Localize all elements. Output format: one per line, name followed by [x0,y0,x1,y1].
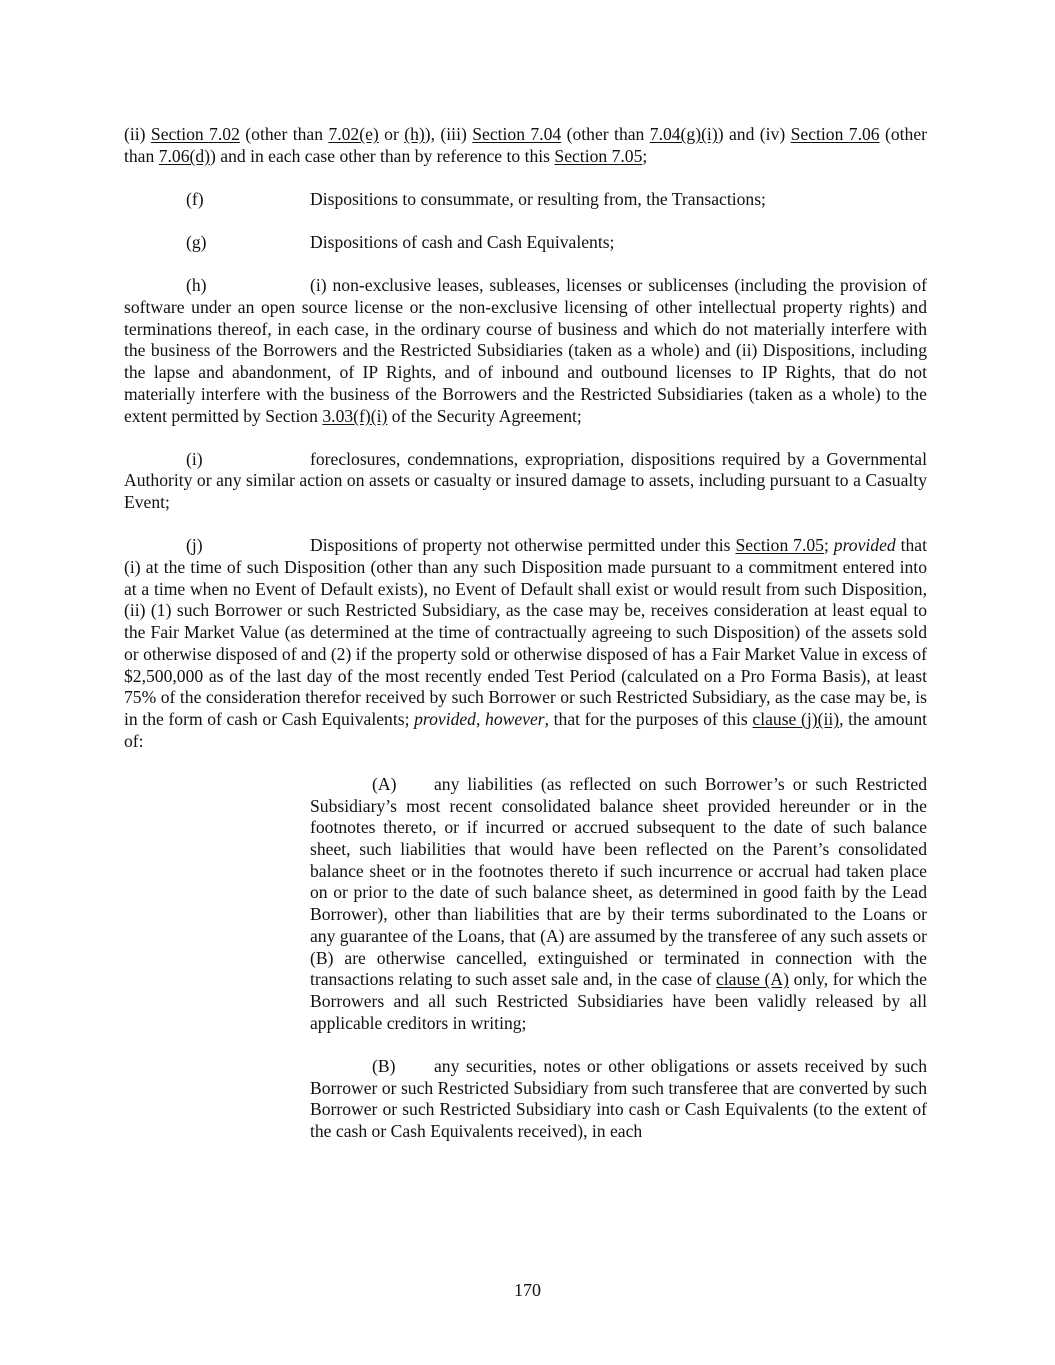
subclause-label: (B) [372,1055,396,1076]
clause-text: (i) non-exclusive leases, subleases, licenses or sublicenses (including the provision of software under an open source license or the non-exclusive licensing of other intellectual property rights) and terminations thereof, in each case, in the ordinary course of business and which do not materially interfere with the business of the Borrowers and the Restricted Subsidiaries (taken as a whole) and (ii) Dispositions, including the lapse and abandonment, of IP Rights, and of inbound and outbound licenses to IP Rights, that do not materially interfere with the business of the Borrowers and the Restricted Subsidiaries (taken as a whole) to the extent permitted by Section [124,275,927,426]
clause-text: ; [823,535,834,556]
section-h-link[interactable]: (h) [404,124,425,144]
clause-j-ii-link[interactable]: clause (j)(ii) [752,708,840,729]
subclause-text: any securities, notes or other obligations or assets received by such Borrower or such Restricted Subsidiary from such transferee that are converted by such Borrower or such Restricted Subsidiary into cash or Cash Equivalents (to the extent of the cash or Cash Equivalents received), in each [310,1055,927,1141]
section-7-06-link[interactable]: Section 7.06 [790,124,880,144]
text: ; [642,145,648,166]
clause-A-link[interactable]: clause (A) [715,969,789,990]
text: ) and (iv) [717,124,791,144]
section-7-04gi-link[interactable]: 7.04(g)(i) [649,124,718,144]
emphasis-provided: provided [833,535,896,556]
subclause-A [310,774,927,1034]
text: ) and in each case other than by reference to this [210,145,555,166]
text: (other than [239,124,329,144]
text: ), (iii) [424,124,473,144]
text: (ii) [124,124,151,144]
emphasis-however: however [485,708,545,729]
clause-h [124,275,927,427]
clause-j [124,535,927,752]
text: (other than [124,124,927,166]
section-7-02e-link[interactable]: 7.02(e) [328,124,379,144]
clause-text: Dispositions of cash and Cash Equivalents; [310,232,615,253]
emphasis-provided: provided [414,708,476,729]
clause-g [124,232,927,254]
clause-label: (f) [186,188,204,209]
clause-label: (h) [186,275,207,296]
text: (other than [561,124,650,144]
clause-text: , [475,708,486,729]
clause-i [124,449,927,514]
section-7-05-link[interactable]: Section 7.05 [735,535,824,556]
clause-text: , the amount of: [124,708,928,751]
section-7-05-link[interactable]: Section 7.05 [554,145,643,166]
clause-text: Dispositions to consummate, or resulting from, the Transactions; [310,188,766,209]
section-7-02-link[interactable]: Section 7.02 [150,124,240,144]
clause-text: Dispositions of property not otherwise permitted under this [310,535,736,556]
clause-text: , that for the purposes of this [544,708,753,729]
clause-label: (j) [186,535,203,556]
section-3-03fi-link[interactable]: 3.03(f)(i) [322,405,388,426]
text: or [378,124,405,144]
intro-paragraph [124,124,927,167]
page-number: 170 [514,1280,541,1300]
subclause-text: any liabilities (as reflected on such Borrower’s or such Restricted Subsidiary’s most recent consolidated balance sheet provided hereunder or in the footnotes thereto, or if incurred or accrued subsequent to the date of such balance sheet, such liabilities that would have been reflected on the Parent’s consolidated balance sheet or in the footnotes thereto if such incurrence or accrual had taken place on or prior to the date of such balance sheet, as determined in good faith by the Lead Borrower), other than liabilities that are by their terms subordinated to the Loans or any guarantee of the Loans, that (A) are assumed by the transferee of any such assets or (B) are otherwise cancelled, extinguished or terminated in connection with the transactions relating to such asset sale and, in the case of [310,773,928,990]
document-page [124,124,927,1164]
clause-f [124,189,927,211]
section-7-06d-link[interactable]: 7.06(d) [158,145,211,166]
subclause-B [310,1056,927,1143]
subclause-text: only, for which the Borrowers and all such Restricted Subsidiaries have been validly released by all applicable creditors in writing; [310,969,927,1033]
section-7-04-link[interactable]: Section 7.04 [472,124,562,144]
clause-text: that (i) at the time of such Disposition (other than any such Disposition made pursuant to a commitment entered into at a time when no Event of Default exists), no Event of Default shall exist or would result from such Disposition, (ii) (1) such Borrower or such Restricted Subsidiary, as the case may be, receives consideration at least equal to the Fair Market Value (as determined at the time of contractually agreeing to such Disposition) of the assets sold or otherwise disposed of and (2) if the property sold or otherwise disposed of has a Fair Market Value in excess of $2,500,000 as of the last day of the most recently ended Test Period (calculated on a Pro Forma Basis), at least 75% of the consideration therefor received by such Borrower or such Restricted Subsidiary, as the case may be, is in the form of cash or Cash Equivalents; [124,535,927,729]
clause-label: (i) [186,448,203,469]
clause-text: of the Security Agreement; [387,405,582,426]
clause-label: (g) [186,232,207,253]
subclause-label: (A) [372,773,397,794]
clause-text: foreclosures, condemnations, expropriation, dispositions required by a Governmental Authority or any similar action on assets or casualty or insured damage to assets, including pursuant to a Casualty Event; [124,448,927,513]
